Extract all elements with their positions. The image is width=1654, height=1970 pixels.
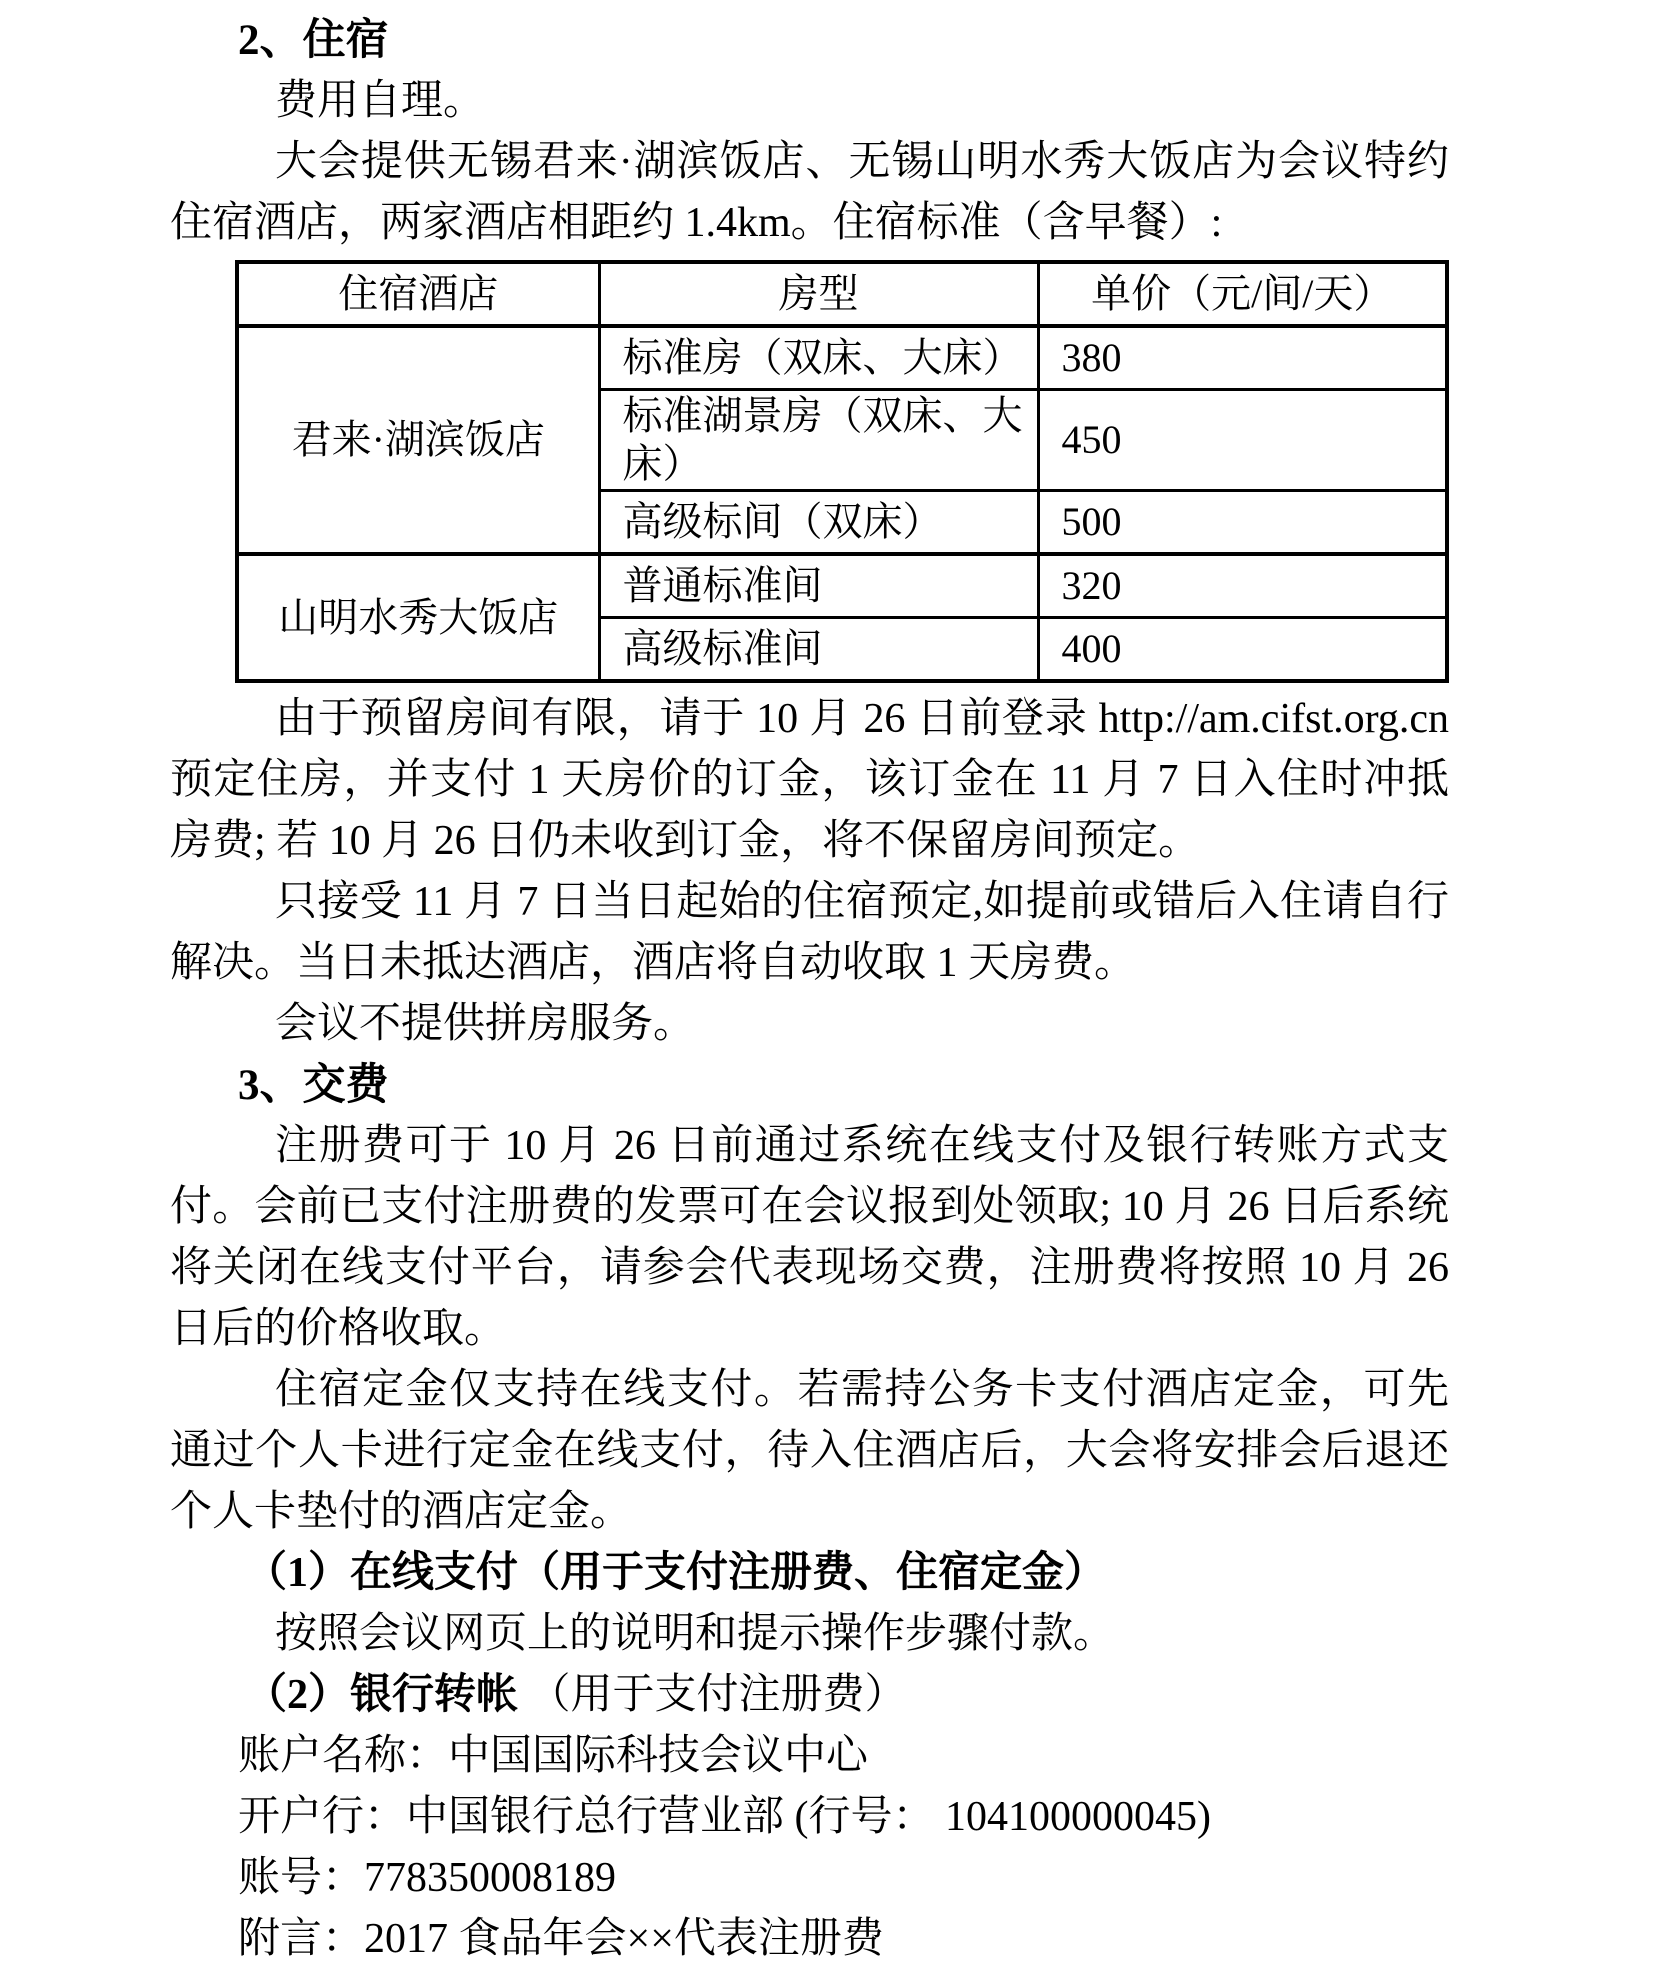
memo-value: 2017 食品年会××代表注册费 (364, 1916, 884, 1962)
hotel-name-cell: 君来·湖滨饭店 (237, 326, 599, 554)
table-row (237, 326, 1447, 390)
online-payment-instructions: 按照会议网页上的说明和提示操作步骤付款。 (275, 1611, 1116, 1657)
self-pay-note: 费用自理。 (275, 78, 486, 124)
room-type-cell: 高级标准间 (599, 618, 1038, 682)
bank-branch-line (170, 1787, 1449, 1848)
bank-transfer-subheading-bold: （2）银行转帐 (245, 1672, 519, 1718)
account-number-value: 778350008189 (364, 1855, 617, 1901)
price-cell: 400 (1038, 618, 1447, 682)
online-payment-subheading: （1）在线支付（用于支付注册费、住宿定金） (245, 1550, 1107, 1596)
section-accommodation-heading: 2、住宿 (238, 17, 389, 64)
price-cell: 500 (1038, 491, 1447, 555)
table-row (237, 554, 1447, 618)
bank-transfer-subheading-note: （用于支付注册费） (518, 1672, 907, 1718)
bank-branch-label: 开户行： (238, 1794, 407, 1840)
section-payment-heading: 3、交费 (238, 1062, 389, 1109)
booking-text-after-url: 预定住房，并支付 1 天房价的订金，该订金在 11 月 7 日入住时冲抵房费; 若 10 月 26 日仍未收到订金，将不保留房间预定。 (170, 757, 1449, 864)
checkin-policy-para: 只接受 11 月 7 日当日起始的住宿预定,如提前或错后入住请自行解决。当日未抵达酒店，酒店将自动收取 1 天房费。 (170, 879, 1449, 986)
col-header-price: 单价（元/间/天） (1038, 262, 1447, 326)
bank-account-name-line (170, 1726, 1449, 1787)
price-cell: 380 (1038, 326, 1447, 390)
account-name-label: 账户名称： (238, 1733, 449, 1779)
price-cell: 450 (1038, 390, 1447, 491)
room-type-cell: 普通标准间 (599, 554, 1038, 618)
account-number-label: 账号： (238, 1855, 365, 1901)
hotel-name-cell: 山明水秀大饭店 (237, 554, 599, 681)
registration-fee-para: 注册费可于 10 月 26 日前通过系统在线支付及银行转账方式支付。会前已支付注册费的发票可在会议报到处领取; 10 月 26 日后系统将关闭在线支付平台，请参会代表现场交费，注册费将按照 10 月 26 日后的价格收取。 (170, 1123, 1449, 1352)
hotel-price-table (235, 260, 1449, 683)
col-header-room-type: 房型 (599, 262, 1038, 326)
account-name-value: 中国国际科技会议中心 (448, 1733, 869, 1779)
bank-account-number-line (170, 1848, 1449, 1909)
memo-label: 附言： (238, 1916, 365, 1962)
booking-text-before-url: 由于预留房间有限，请于 10 月 26 日前登录 (275, 696, 1099, 742)
col-header-hotel: 住宿酒店 (237, 262, 599, 326)
bank-branch-value: 中国银行总行营业部 (行号： 104100000045) (406, 1794, 1211, 1840)
price-cell: 320 (1038, 554, 1447, 618)
booking-deadline-para (170, 689, 1449, 872)
room-type-cell: 标准房（双床、大床） (599, 326, 1038, 390)
booking-url: http://am.cifst.org.cn (1098, 696, 1449, 742)
deposit-payment-para: 住宿定金仅支持在线支付。若需持公务卡支付酒店定金，可先通过个人卡进行定金在线支付，待入住酒店后，大会将安排会后退还个人卡垫付的酒店定金。 (170, 1367, 1449, 1535)
bank-memo-line (170, 1909, 1449, 1970)
bank-transfer-subheading (170, 1665, 1449, 1726)
no-room-sharing-note: 会议不提供拼房服务。 (275, 1001, 696, 1047)
room-type-cell: 高级标间（双床） (599, 491, 1038, 555)
hotels-intro-para: 大会提供无锡君来·湖滨饭店、无锡山明水秀大饭店为会议特约住宿酒店，两家酒店相距约 1.4km。住宿标准（含早餐）: (170, 139, 1449, 246)
table-header-row (237, 262, 1447, 326)
room-type-cell: 标准湖景房（双床、大床） (599, 390, 1038, 491)
